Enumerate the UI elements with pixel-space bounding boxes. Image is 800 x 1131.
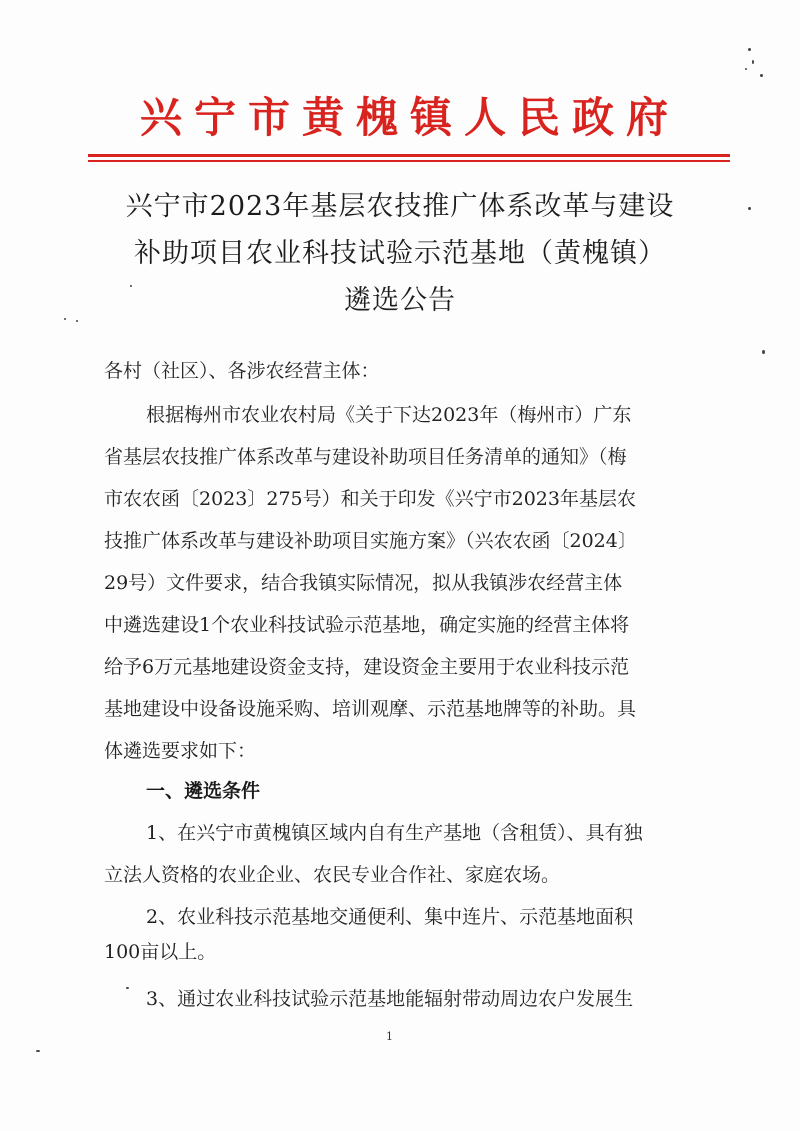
red-header-rule-thick (88, 154, 730, 157)
issuing-authority-header: 兴宁市黄槐镇人民政府 (139, 93, 680, 142)
scan-speck (126, 987, 129, 989)
paragraph-line: 市农农函〔2023〕275号）和关于印发《兴宁市2023年基层农 (104, 488, 636, 510)
scan-speck (760, 74, 763, 77)
title-line-1: 兴宁市2023年基层农技推广体系改革与建设 (125, 191, 675, 222)
scan-speck (752, 60, 754, 64)
paragraph-line: 省基层农技推广体系改革与建设补助项目任务清单的通知》（梅 (104, 446, 627, 468)
title-line-3: 遴选公告 (344, 285, 456, 316)
document-title (80, 183, 720, 324)
scan-speck (748, 207, 751, 210)
page-number: 1 (386, 1030, 393, 1043)
scan-speck (762, 350, 765, 354)
scan-speck (748, 48, 751, 51)
scan-speck (36, 1050, 40, 1052)
title-line-2: 补助项目农业科技试验示范基地（黄槐镇） (134, 238, 666, 269)
paragraph-line: 基地建设中设备设施采购、培训观摩、示范基地牌等的补助。具 (104, 698, 637, 720)
paragraph-line: 给予6万元基地建设资金支持，建设资金主要用于农业科技示范 (104, 656, 630, 678)
scan-speck (64, 318, 66, 320)
paragraph-line: 技推广体系改革与建设补助项目实施方案》（兴农农函〔2024〕 (104, 530, 637, 552)
scan-speck (745, 68, 747, 70)
scan-speck (76, 320, 78, 322)
criteria-line: 立法人资格的农业企业、农民专业合作社、家庭农场。 (104, 864, 561, 886)
section-heading-selection-criteria: 一、遴选条件 (146, 780, 261, 802)
red-header-rule-thin (88, 160, 730, 162)
criteria-line: 1、在兴宁市黄槐镇区域内自有生产基地（含租赁）、具有独 (146, 822, 643, 844)
salutation: 各村（社区）、各涉农经营主体： (104, 360, 380, 382)
paragraph-line: 根据梅州市农业农村局《关于下达2023年（梅州市）广东 (146, 404, 632, 426)
criteria-line: 3、通过农业科技试验示范基地能辐射带动周边农户发展生 (146, 988, 634, 1010)
criteria-line: 100亩以上。 (104, 941, 217, 963)
criteria-line: 2、农业科技示范基地交通便利、集中连片、示范基地面积 (146, 906, 634, 928)
scan-speck (130, 285, 132, 287)
paragraph-line: 体遴选要求如下： (104, 740, 257, 762)
paragraph-line: 中遴选建设1个农业科技试验示范基地，确定实施的经营主体将 (104, 614, 630, 636)
paragraph-line: 29号）文件要求，结合我镇实际情况，拟从我镇涉农经营主体 (104, 572, 623, 594)
